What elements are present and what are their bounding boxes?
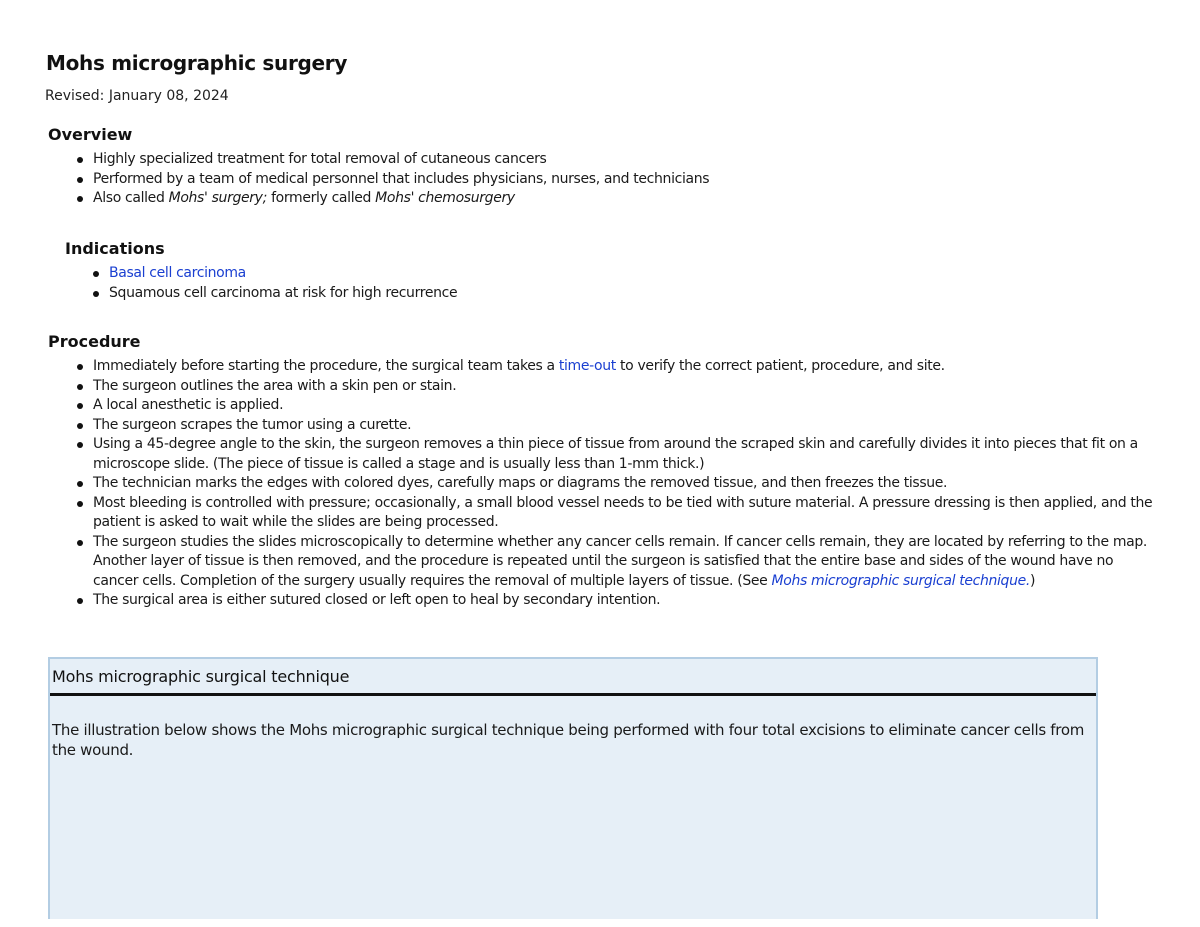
indications-list — [109, 264, 1149, 303]
figure-panel-description: The illustration below shows the Mohs micrographic surgical technique being performed with four total excisions to eliminate cancer cells from the wound. — [52, 721, 1085, 759]
list-item — [109, 264, 1149, 284]
alias-mohs-surgery: Mohs' surgery; — [168, 190, 267, 206]
step-text: The surgeon studies the slides microscopically to determine whether any cancer cells remain. If cancer cells remain, they are located by referring to the map. Another layer of tissue is then removed, and the procedure is repeated until the surgeon is satisfied that the entire base and sides of the wound have no cancer cells. Completion of the surgery usually requires the removal of multiple layers of tissue. (See — [93, 533, 1147, 589]
figure-panel — [48, 657, 1098, 919]
figure-panel-title: Mohs micrographic surgical technique — [50, 659, 1096, 696]
indications-heading: Indications — [65, 239, 165, 258]
procedure-step — [93, 357, 1158, 377]
list-item — [93, 189, 1153, 209]
formerly-prefix: formerly called — [267, 190, 376, 206]
procedure-step: The surgeon scrapes the tumor using a curette. — [93, 416, 1158, 436]
mohs-technique-link-label: Mohs micrographic surgical technique. — [771, 572, 1030, 589]
procedure-step: The technician marks the edges with colored dyes, carefully maps or diagrams the removed tissue, and then freezes the tissue. — [93, 474, 1158, 494]
list-item: Squamous cell carcinoma at risk for high recurrence — [109, 284, 1149, 304]
procedure-step: Most bleeding is controlled with pressure; occasionally, a small blood vessel needs to be tied with suture material. A pressure dressing is then applied, and the patient is asked to wait while the slides are being processed. — [93, 494, 1158, 533]
procedure-heading: Procedure — [48, 332, 141, 351]
step-text: Immediately before starting the procedure, the surgical team takes a — [93, 358, 559, 374]
basal-cell-carcinoma-link[interactable]: Basal cell carcinoma — [109, 265, 246, 281]
list-item: Performed by a team of medical personnel that includes physicians, nurses, and technicians — [93, 170, 1153, 190]
procedure-step: The surgical area is either sutured closed or left open to heal by secondary intention. — [93, 591, 1158, 611]
list-item: Highly specialized treatment for total removal of cutaneous cancers — [93, 150, 1153, 170]
also-called-prefix: Also called — [93, 190, 169, 206]
alias-mohs-chemosurgery: Mohs' chemosurgery — [375, 190, 515, 206]
procedure-step — [93, 533, 1158, 592]
procedure-step: A local anesthetic is applied. — [93, 396, 1158, 416]
page-title: Mohs micrographic surgery — [46, 51, 348, 75]
mohs-technique-link[interactable] — [772, 573, 1030, 589]
step-text: ) — [1029, 572, 1036, 589]
time-out-link[interactable]: time-out — [558, 358, 616, 374]
revised-date: Revised: January 08, 2024 — [45, 88, 229, 104]
overview-list — [93, 150, 1153, 209]
step-text: to verify the correct patient, procedure, and site. — [615, 358, 945, 374]
procedure-step: Using a 45-degree angle to the skin, the surgeon removes a thin piece of tissue from around the scraped skin and carefully divides it into pieces that fit on a microscope slide. (The piece of tissue is called a stage and is usually less than 1-mm thick.) — [93, 435, 1158, 474]
overview-heading: Overview — [48, 125, 133, 144]
procedure-list — [93, 357, 1158, 611]
procedure-step: The surgeon outlines the area with a skin pen or stain. — [93, 377, 1158, 397]
